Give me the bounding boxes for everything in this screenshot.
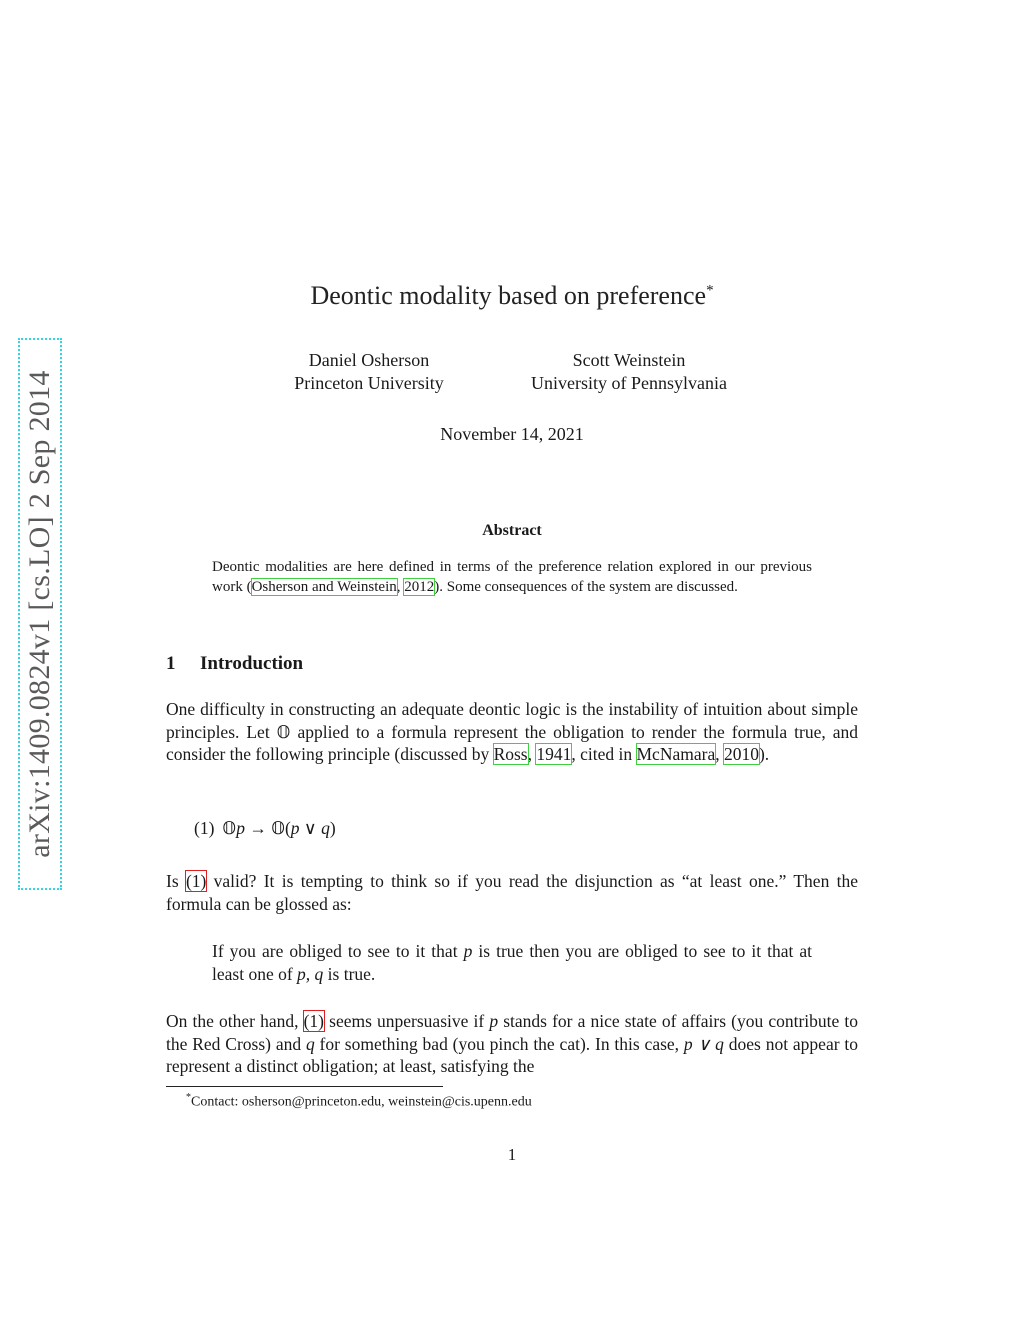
citation-link-mcnamara[interactable]: McNamara <box>636 744 716 765</box>
formula-op: 𝕆 <box>222 818 237 838</box>
footnote <box>186 1092 532 1111</box>
page-number: 1 <box>507 1145 517 1164</box>
paragraph-3-q: q <box>305 1033 315 1054</box>
equation-ref-link-1[interactable]: (1) <box>185 871 207 891</box>
citation-link-2012[interactable]: 2012 <box>404 579 435 595</box>
author-2 <box>505 349 753 395</box>
citation-link-osherson-weinstein[interactable]: Osherson and Weinstein <box>251 579 397 595</box>
author-2-name: Scott Weinstein <box>572 350 686 370</box>
section-number: 1 <box>166 653 176 674</box>
abstract-sep: , <box>396 579 405 595</box>
author-1 <box>268 349 470 395</box>
formula-1 <box>194 818 336 839</box>
paragraph-3-text-5: does not appear to represent a distinct obligation; at least, satisfying the <box>166 1033 858 1077</box>
section-heading <box>166 653 303 675</box>
paragraph-3-text-2: seems unpersuasive if <box>324 1011 490 1031</box>
paragraph-1 <box>166 698 858 766</box>
paragraph-1-text-1: One difficulty in constructing an adequate deontic logic is the instability of intuition about simple principles. Let 𝕆 applied to a formula represent the obligation to render the formula true, and consider the following principle (discussed by <box>166 699 858 765</box>
author-1-affiliation: Princeton University <box>294 373 444 393</box>
paper-date: November 14, 2021 <box>440 424 584 444</box>
formula-label: (1) <box>194 818 215 838</box>
abstract-body <box>212 557 812 597</box>
footnote-rule <box>166 1086 443 1087</box>
formula-p2: p <box>290 818 300 838</box>
paragraph-3-pq: p ∨ q <box>683 1033 724 1054</box>
quote-pq: p, q <box>297 963 324 984</box>
gloss-quote <box>212 940 812 985</box>
paragraph-1-text-3: ). <box>758 744 770 765</box>
quote-text-1: If you are obliged to see to it that <box>212 941 464 961</box>
paragraph-3-text-1: On the other hand, <box>166 1011 304 1031</box>
paragraph-1-sep-a: , <box>527 744 537 765</box>
citation-link-1941[interactable]: 1941 <box>536 744 572 765</box>
paragraph-2-text-1: Is <box>166 871 186 891</box>
paragraph-2 <box>166 870 858 915</box>
formula-q: q <box>321 818 330 838</box>
citation-link-2010[interactable]: 2010 <box>723 744 759 765</box>
paragraph-3-text-4: for something bad (you pinch the cat). In this case, <box>314 1033 684 1054</box>
title-text: Deontic modality based on preference <box>310 281 707 310</box>
paragraph-1-sep-b: , <box>715 744 724 765</box>
formula-p: p <box>236 818 245 838</box>
title-footnote-mark[interactable]: * <box>706 282 714 299</box>
paragraph-2-text-2: valid? It is tempting to think so if you read the disjunction as “at least one.” Then the formula can be glossed as: <box>166 871 858 914</box>
abstract-text-1: Deontic modalities are here defined in terms of the preference relation explored in our previous work ( <box>212 559 812 595</box>
author-1-name: Daniel Osherson <box>308 350 430 370</box>
footnote-mark: * <box>186 1092 191 1103</box>
arxiv-id: arXiv:1409.0824v1 [cs.LO] 2 Sep 2014 <box>23 370 56 858</box>
arxiv-stamp[interactable] <box>18 338 62 890</box>
quote-p: p <box>463 941 473 961</box>
formula-arrow: → 𝕆( <box>244 818 291 838</box>
formula-close: ) <box>329 818 336 838</box>
author-2-affiliation: University of Pennsylvania <box>531 373 727 393</box>
quote-text-3: is true. <box>323 963 376 984</box>
formula-or: ∨ <box>299 818 322 838</box>
footnote-text: Contact: osherson@princeton.edu, weinstein@cis.upenn.edu <box>191 1094 532 1110</box>
citation-link-ross[interactable]: Ross <box>493 744 528 765</box>
quote-text-2: is true then you are obliged to see to it that at least one of <box>212 941 813 984</box>
paper-title <box>0 281 1024 311</box>
paragraph-3 <box>166 1010 858 1078</box>
paragraph-1-text-2: , cited in <box>571 744 637 765</box>
abstract-text-2: ). Some consequences of the system are discussed. <box>434 579 738 595</box>
paragraph-3-text-3: stands for a nice state of affairs (you contribute to the Red Cross) and <box>166 1011 859 1054</box>
section-title: Introduction <box>200 653 304 674</box>
equation-ref-link-2[interactable]: (1) <box>303 1011 325 1031</box>
paragraph-3-p: p <box>489 1011 499 1031</box>
abstract-heading: Abstract <box>482 522 542 539</box>
